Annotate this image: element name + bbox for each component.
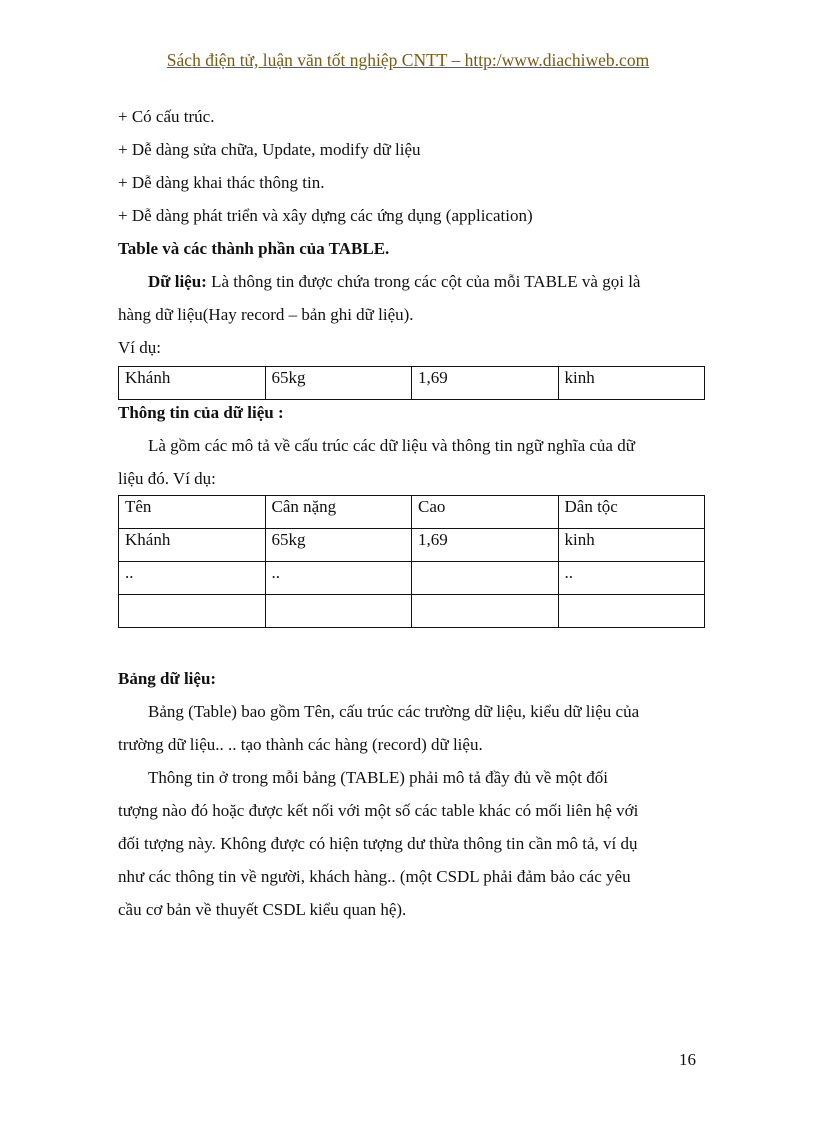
- bang-p2-line1: Thông tin ở trong mỗi bảng (TABLE) phải mô tả đầy đủ về một đối: [148, 768, 608, 787]
- table-cell: ..: [119, 562, 266, 595]
- table-cell: Khánh: [119, 367, 266, 400]
- table-cell: ..: [558, 562, 705, 595]
- bullet-item: + Dễ dàng khai thác thông tin.: [118, 173, 325, 192]
- example-label: Ví dụ:: [118, 338, 161, 357]
- bang-p2-line2: tượng nào đó hoặc được kết nối với một số các table khác có mối liên hệ với: [118, 801, 639, 820]
- info-line1: Là gồm các mô tả về cấu trúc các dữ liệu và thông tin ngữ nghĩa của dữ: [148, 436, 635, 455]
- term-du-lieu: Dữ liệu:: [148, 272, 207, 291]
- bullet-item: + Dễ dàng phát triển và xây dựng các ứng dụng (application): [118, 206, 533, 225]
- data-definition-line2: hàng dữ liệu(Hay record – bản ghi dữ liệu).: [118, 305, 414, 324]
- page-content: [118, 100, 704, 926]
- table-header-cell: Dân tộc: [558, 496, 705, 529]
- spacer: [118, 628, 704, 662]
- table-cell: [412, 595, 559, 628]
- bullet-item: + Dễ dàng sửa chữa, Update, modify dữ liệu: [118, 140, 421, 159]
- table-header-cell: Tên: [119, 496, 266, 529]
- table-cell: kinh: [558, 529, 705, 562]
- data-definition-line1: [118, 265, 704, 298]
- table-cell: [119, 595, 266, 628]
- table-cell: [412, 562, 559, 595]
- table-row: [119, 496, 705, 529]
- definition-text: Là thông tin được chứa trong các cột của mỗi TABLE và gọi là: [206, 272, 641, 291]
- bang-p2-line4: như các thông tin về người, khách hàng.. (một CSDL phải đảm bảo các yêu: [118, 867, 631, 886]
- table-row: [119, 595, 705, 628]
- table-cell: 1,69: [412, 529, 559, 562]
- table-cell: kinh: [558, 367, 705, 400]
- table-header-cell: Cân nặng: [265, 496, 412, 529]
- table-cell: 65kg: [265, 529, 412, 562]
- section-heading-info: Thông tin của dữ liệu :: [118, 403, 284, 422]
- table-cell: ..: [265, 562, 412, 595]
- section-heading-bang: Bảng dữ liệu:: [118, 669, 217, 688]
- header-link[interactable]: Sách điện tử, luận văn tốt nghiệp CNTT – http:/www.diachiweb.com: [166, 50, 650, 70]
- info-line2: liệu đó. Ví dụ:: [118, 469, 216, 488]
- table-cell: Khánh: [119, 529, 266, 562]
- table-cell: 65kg: [265, 367, 412, 400]
- table-cell: 1,69: [412, 367, 559, 400]
- bang-p1-line2: trường dữ liệu.. .. tạo thành các hàng (record) dữ liệu.: [118, 735, 483, 754]
- table-row: [119, 529, 705, 562]
- table-row: [119, 562, 705, 595]
- bang-p2-line3: đối tượng này. Không được có hiện tượng dư thừa thông tin cần mô tả, ví dụ: [118, 834, 638, 853]
- table-cell: [558, 595, 705, 628]
- table-cell: [265, 595, 412, 628]
- table-row: [119, 367, 705, 400]
- section-heading-table: Table và các thành phần của TABLE.: [118, 239, 390, 258]
- bullet-item: + Có cấu trúc.: [118, 107, 215, 126]
- page-number: 16: [679, 1050, 696, 1069]
- example-table: [118, 366, 705, 400]
- table-header-cell: Cao: [412, 496, 559, 529]
- info-table: [118, 495, 705, 628]
- bang-p2-line5: cầu cơ bản về thuyết CSDL kiểu quan hệ).: [118, 900, 407, 919]
- bang-p1-line1: Bảng (Table) bao gồm Tên, cấu trúc các trường dữ liệu, kiểu dữ liệu của: [148, 702, 640, 721]
